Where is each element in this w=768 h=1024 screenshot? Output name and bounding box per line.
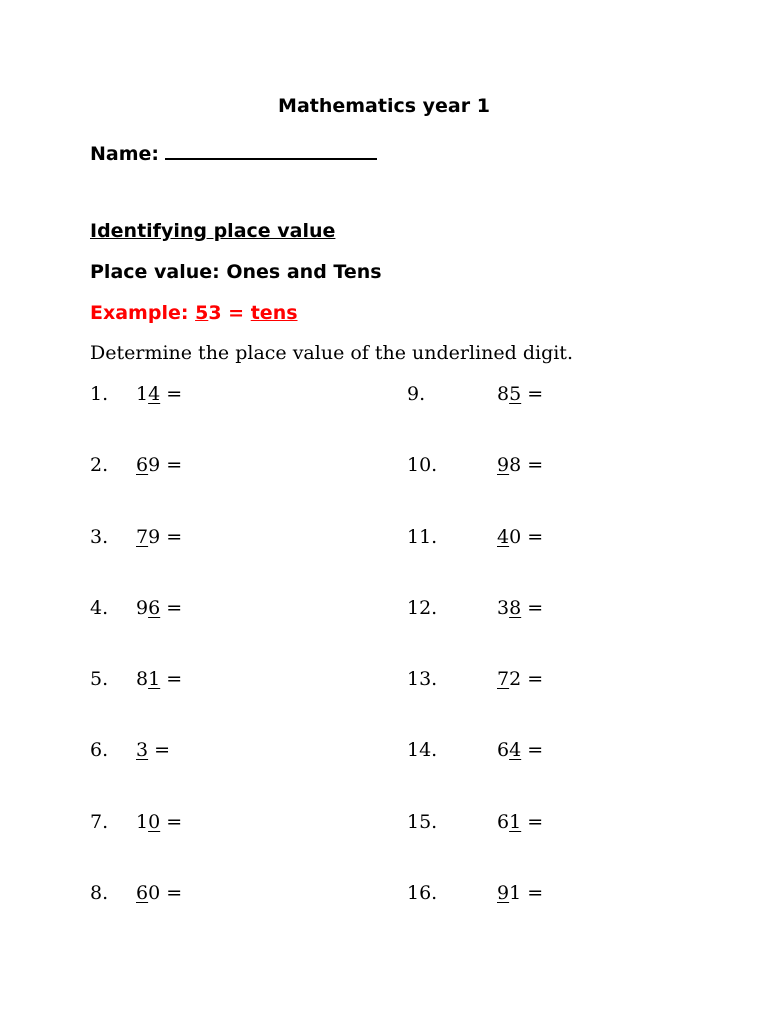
example-number bbox=[195, 302, 221, 324]
question-expression bbox=[497, 882, 543, 904]
digit-before: 3 bbox=[497, 596, 510, 619]
underlined-digit: 4 bbox=[497, 525, 510, 548]
underlined-digit: 6 bbox=[136, 454, 149, 477]
question-number: 1. bbox=[90, 383, 109, 405]
equals-sign: = bbox=[527, 810, 544, 833]
example-underlined-digit: 5 bbox=[195, 302, 209, 324]
digit-before: 1 bbox=[136, 383, 149, 405]
question-row bbox=[90, 383, 390, 454]
question-expression bbox=[497, 668, 543, 690]
equals-sign: = bbox=[166, 668, 183, 691]
underlined-digit: 3 bbox=[136, 739, 149, 762]
equals-sign: = bbox=[527, 882, 544, 905]
example-answer: tens bbox=[250, 302, 298, 324]
question-number: 4. bbox=[90, 596, 109, 619]
digit-after: 0 bbox=[509, 525, 522, 548]
question-expression bbox=[497, 739, 543, 761]
question-number: 3. bbox=[90, 525, 109, 548]
question-expression bbox=[497, 526, 543, 548]
question-row bbox=[90, 668, 390, 739]
equals-sign: = bbox=[166, 882, 183, 905]
equals-sign: = bbox=[166, 525, 183, 548]
question-number: 12. bbox=[407, 596, 438, 619]
digit-after: 2 bbox=[509, 668, 522, 691]
question-number: 13. bbox=[407, 668, 438, 691]
equals-sign: = bbox=[527, 454, 544, 477]
question-expression bbox=[497, 454, 543, 476]
underlined-digit: 9 bbox=[497, 882, 510, 905]
question-row bbox=[90, 882, 390, 953]
question-number: 2. bbox=[90, 454, 109, 477]
equals-sign: = bbox=[527, 596, 544, 619]
example-label: Example: bbox=[90, 302, 189, 324]
digit-after: 9 bbox=[148, 525, 161, 548]
question-row bbox=[407, 811, 707, 882]
question-row bbox=[90, 597, 390, 668]
equals-sign: = bbox=[166, 810, 183, 833]
digit-before: 8 bbox=[136, 668, 149, 691]
question-number: 10. bbox=[407, 454, 438, 477]
equals-sign: = bbox=[166, 383, 183, 405]
digit-after: 9 bbox=[148, 454, 161, 477]
question-row bbox=[407, 739, 707, 810]
question-number: 8. bbox=[90, 882, 109, 905]
question-expression bbox=[497, 383, 543, 405]
underlined-digit: 1 bbox=[148, 668, 161, 691]
questions-left-column bbox=[90, 383, 390, 953]
underlined-digit: 4 bbox=[509, 739, 522, 762]
underlined-digit: 6 bbox=[148, 596, 161, 619]
name-label: Name: bbox=[90, 143, 160, 165]
question-number: 7. bbox=[90, 810, 109, 833]
section-title: Identifying place value bbox=[90, 220, 336, 242]
underlined-digit: 8 bbox=[509, 596, 522, 619]
question-row bbox=[90, 526, 390, 597]
question-number: 9. bbox=[407, 383, 426, 405]
instruction-text: Determine the place value of the underlined digit. bbox=[90, 342, 573, 364]
name-field-row bbox=[90, 138, 377, 165]
page-title: Mathematics year 1 bbox=[278, 95, 490, 117]
equals-sign: = bbox=[527, 668, 544, 691]
underlined-digit: 0 bbox=[148, 810, 161, 833]
digit-after: 8 bbox=[509, 454, 522, 477]
example-digit-after: 3 bbox=[208, 302, 222, 324]
question-expression bbox=[136, 811, 182, 833]
equals-sign: = bbox=[166, 454, 183, 477]
digit-before: 9 bbox=[136, 596, 149, 619]
question-number: 14. bbox=[407, 739, 438, 762]
underlined-digit: 6 bbox=[136, 882, 149, 905]
example-line bbox=[90, 302, 298, 324]
underlined-digit: 7 bbox=[497, 668, 510, 691]
question-expression bbox=[136, 739, 170, 761]
equals-sign: = bbox=[154, 739, 171, 762]
question-row bbox=[407, 454, 707, 525]
digit-before: 1 bbox=[136, 810, 149, 833]
question-number: 16. bbox=[407, 882, 438, 905]
question-row bbox=[407, 668, 707, 739]
digit-before: 6 bbox=[497, 739, 510, 762]
question-expression bbox=[497, 597, 543, 619]
underlined-digit: 4 bbox=[148, 383, 161, 405]
equals-sign: = bbox=[527, 383, 544, 405]
question-row bbox=[90, 454, 390, 525]
equals-sign: = bbox=[527, 525, 544, 548]
question-expression bbox=[136, 526, 182, 548]
underlined-digit: 9 bbox=[497, 454, 510, 477]
digit-after: 1 bbox=[509, 882, 522, 905]
question-row bbox=[407, 383, 707, 454]
question-expression bbox=[136, 454, 182, 476]
question-row bbox=[407, 526, 707, 597]
question-expression bbox=[497, 811, 543, 833]
question-row bbox=[407, 882, 707, 953]
question-row bbox=[90, 811, 390, 882]
question-expression bbox=[136, 882, 182, 904]
digit-before: 6 bbox=[497, 810, 510, 833]
question-row bbox=[90, 739, 390, 810]
question-number: 11. bbox=[407, 525, 438, 548]
name-blank-line bbox=[165, 138, 377, 160]
equals-sign: = bbox=[166, 596, 183, 619]
question-number: 15. bbox=[407, 810, 438, 833]
digit-before: 8 bbox=[497, 383, 510, 405]
underlined-digit: 1 bbox=[509, 810, 522, 833]
example-equals: = bbox=[228, 302, 245, 324]
questions-right-column bbox=[407, 383, 707, 953]
subtitle: Place value: Ones and Tens bbox=[90, 261, 382, 283]
question-expression bbox=[136, 383, 182, 405]
underlined-digit: 7 bbox=[136, 525, 149, 548]
question-number: 6. bbox=[90, 739, 109, 762]
question-expression bbox=[136, 597, 182, 619]
equals-sign: = bbox=[527, 739, 544, 762]
digit-after: 0 bbox=[148, 882, 161, 905]
question-row bbox=[407, 597, 707, 668]
underlined-digit: 5 bbox=[509, 383, 522, 405]
question-number: 5. bbox=[90, 668, 109, 691]
question-expression bbox=[136, 668, 182, 690]
